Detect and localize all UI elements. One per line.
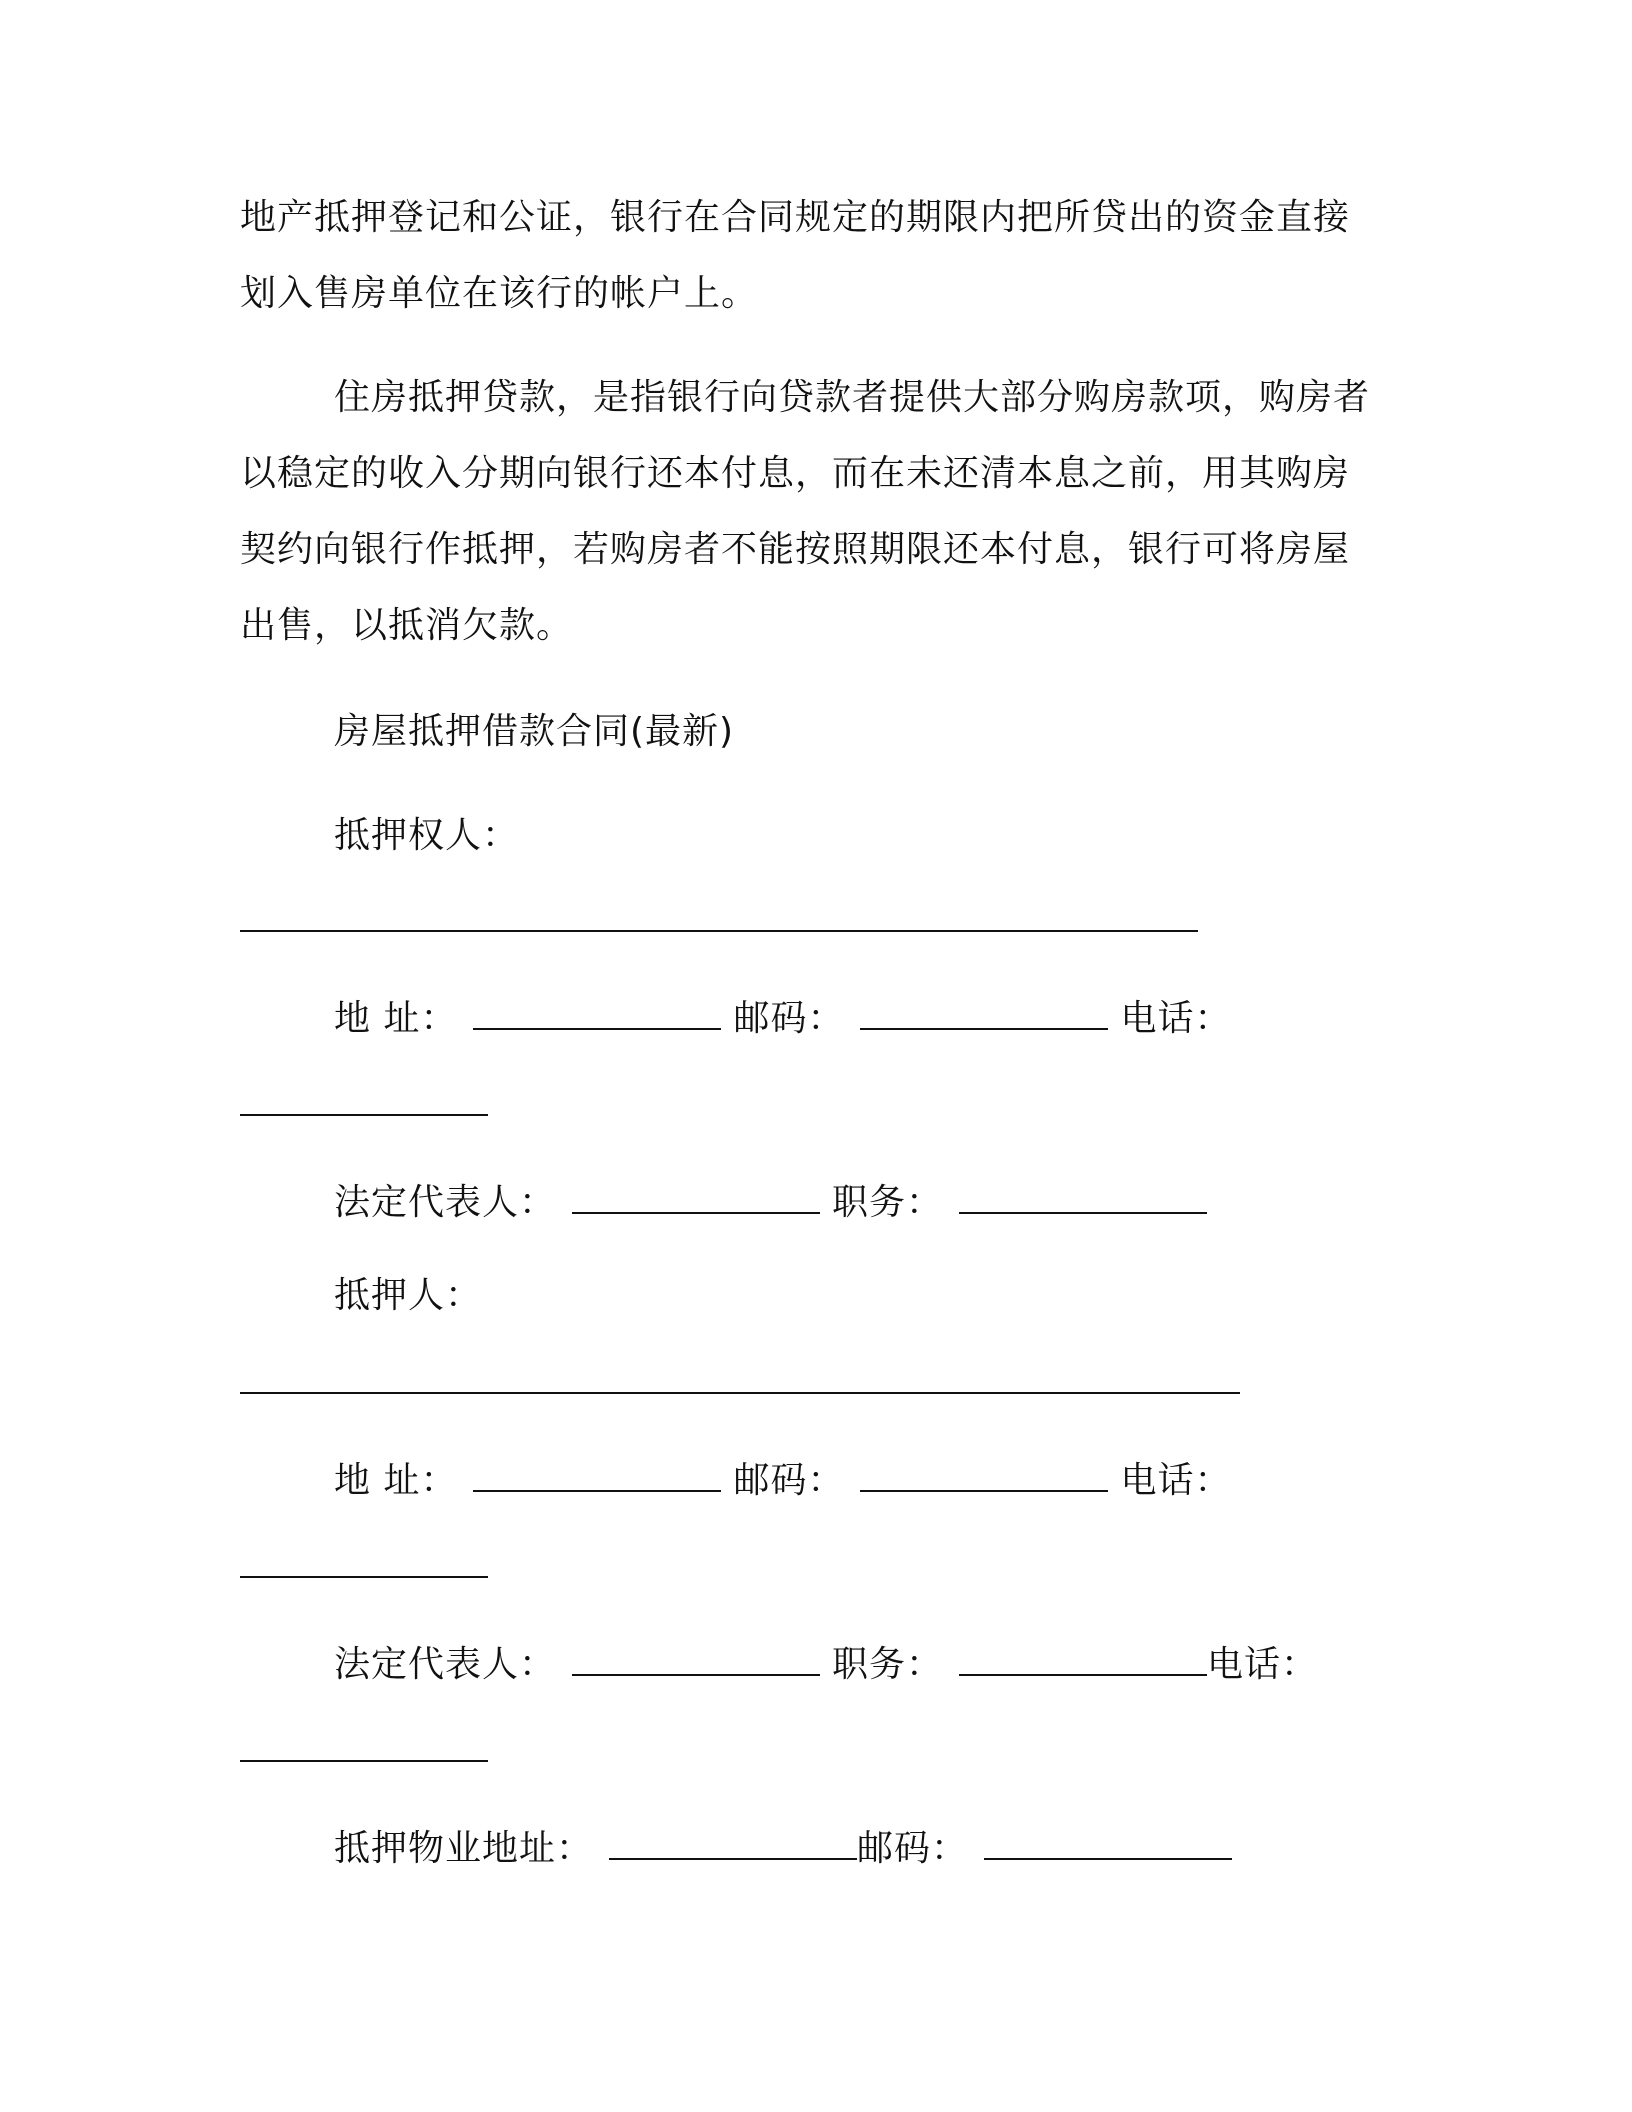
address-label: 地 址： [334, 998, 458, 1039]
postcode-blank[interactable] [860, 998, 1108, 1030]
paragraph-line: 契约向银行作抵押，若购房者不能按照期限还本付息，银行可将房屋 [240, 529, 1351, 570]
phone-blank[interactable] [240, 1730, 488, 1762]
property-address-label: 抵押物业地址： [334, 1828, 594, 1869]
paragraph-line: 出售，以抵消欠款。 [240, 605, 574, 646]
mortgagor-phone-blank-row [240, 1546, 488, 1587]
legal-rep-label: 法定代表人： [334, 1644, 557, 1685]
phone-blank[interactable] [240, 1546, 488, 1578]
postcode-blank[interactable] [984, 1828, 1232, 1860]
mortgagor-legal-rep-row [334, 1644, 1318, 1685]
legal-rep-blank[interactable] [572, 1182, 820, 1214]
position-label: 职务： [832, 1644, 944, 1685]
mortgagee-legal-rep-row [334, 1182, 1219, 1223]
postcode-label: 邮码： [733, 1460, 845, 1501]
position-blank[interactable] [959, 1644, 1207, 1676]
phone-label: 电话： [1120, 1460, 1232, 1501]
legal-rep-blank[interactable] [572, 1644, 820, 1676]
postcode-blank[interactable] [860, 1460, 1108, 1492]
address-label: 地 址： [334, 1460, 458, 1501]
paragraph-line: 住房抵押贷款，是指银行向贷款者提供大部分购房款项，购房者 [334, 377, 1371, 418]
phone-label: 电话： [1120, 998, 1232, 1039]
contract-title: 房屋抵押借款合同(最新) [334, 711, 735, 752]
mortgagee-blank-row [240, 900, 1198, 941]
property-address-blank[interactable] [609, 1828, 857, 1860]
phone-blank[interactable] [240, 1084, 488, 1116]
address-blank[interactable] [473, 998, 721, 1030]
paragraph-line: 划入售房单位在该行的帐户上。 [240, 273, 759, 314]
address-blank[interactable] [473, 1460, 721, 1492]
mortgagee-name-blank[interactable] [240, 900, 1198, 932]
paragraph-line: 以稳定的收入分期向银行还本付息，而在未还清本息之前，用其购房 [240, 453, 1351, 494]
mortgagee-label: 抵押权人： [334, 815, 520, 856]
mortgagor-address-row [334, 1460, 1231, 1501]
mortgagee-address-row [334, 998, 1231, 1039]
legal-rep-label: 法定代表人： [334, 1182, 557, 1223]
mortgagor-blank-row [240, 1362, 1240, 1403]
mortgagor-label: 抵押人： [334, 1275, 483, 1316]
mortgagor-name-blank[interactable] [240, 1362, 1240, 1394]
mortgagee-phone-blank-row [240, 1084, 488, 1125]
property-address-row [334, 1828, 1244, 1869]
paragraph-line: 地产抵押登记和公证，银行在合同规定的期限内把所贷出的资金直接 [240, 197, 1351, 238]
postcode-label: 邮码： [857, 1828, 969, 1869]
phone-label: 电话： [1207, 1644, 1319, 1685]
mortgagor-rep-phone-blank-row [240, 1730, 488, 1771]
postcode-label: 邮码： [733, 998, 845, 1039]
position-label: 职务： [832, 1182, 944, 1223]
position-blank[interactable] [959, 1182, 1207, 1214]
